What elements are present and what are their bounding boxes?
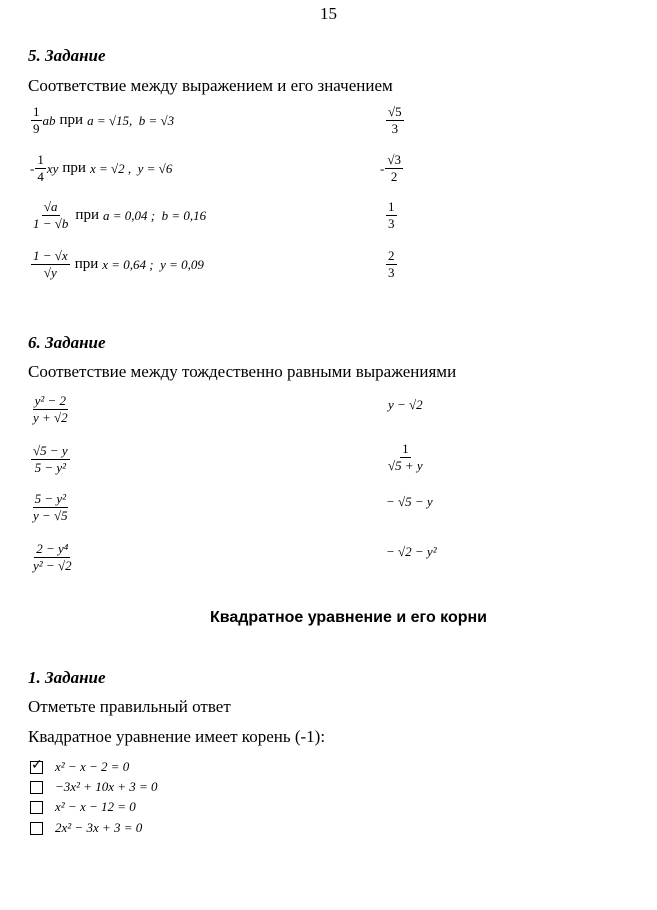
coef-numerator: 1 [33,104,40,119]
task6-left-expression-3 [30,492,71,522]
answer-option-4[interactable] [30,820,142,836]
page-number: 15 [320,4,337,23]
fraction-numerator: y² − 2 [34,393,67,408]
condition-1: x = 0,64 ; [102,256,154,272]
task6-right-expression-2 [385,442,426,472]
task5-row4-value [385,249,398,279]
answer-option-1[interactable] [30,759,129,775]
fraction-denominator: y + √2 [33,409,68,425]
task5-row1-value [385,105,405,135]
word-pri: при [74,255,99,272]
answer-option-2[interactable] [30,779,158,795]
fraction-denominator: √5 + y [388,457,423,473]
task6-instruction: Соответствие между тождественно равными выражениями [28,362,457,381]
fraction-numerator: √5 − y [33,443,68,458]
task6-left-expression-4 [30,542,75,572]
task5-title: 5. Задание [28,46,106,65]
condition-2: b = √3 [138,112,175,128]
coef-denominator: 4 [37,168,44,184]
vars: xy [46,160,59,176]
fraction-numerator: 5 − y² [34,491,67,506]
answer-option-3[interactable] [30,799,136,815]
fraction-numerator: 2 − y⁴ [36,541,69,556]
task5-row3-expression [30,200,206,230]
value-denominator: 3 [388,215,395,231]
word-pri: при [59,111,84,128]
task1-instruction: Отметьте правильный ответ [28,697,231,716]
option-label: 2x² − 3x + 3 = 0 [55,820,143,835]
value-numerator: √3 [387,152,401,167]
fraction-numerator: 1 [402,441,409,456]
task6-right-expression-4: − √2 − y² [386,544,437,559]
value-denominator: 2 [390,168,398,184]
word-pri: при [75,206,99,223]
task6-title: 6. Задание [28,333,106,352]
fraction-numerator: 1 − √x [33,248,68,263]
task5-row1-expression [30,105,174,135]
value-numerator: 1 [388,199,395,214]
fraction-denominator: y − √5 [33,507,68,523]
condition-1: a = 0,04 ; [102,207,156,223]
value-numerator: 2 [388,248,395,263]
task6-right-expression-3: − √5 − y [386,494,433,509]
task6-left-expression-1 [30,394,71,424]
task6-right-expression-1: y − √2 [388,397,423,412]
task5-row4-expression [30,249,204,279]
coef-denominator: 9 [33,120,40,136]
coef-numerator: 1 [37,152,44,167]
task6-left-expression-2 [30,444,71,474]
condition-2: y = √6 [137,160,173,176]
task5-row2-value [380,153,404,183]
option-label: x² − x − 2 = 0 [55,759,130,774]
value-numerator: √5 [388,104,402,119]
word-pri: при [62,159,86,176]
task1-title: 1. Задание [28,668,106,687]
option-label: −3x² + 10x + 3 = 0 [55,779,158,794]
fraction-numerator: √a [43,199,58,214]
option-label: x² − x − 12 = 0 [55,799,136,814]
option-checkbox[interactable] [30,801,43,814]
task5-row2-expression [30,153,172,183]
section-heading: Квадратное уравнение и его корни [209,609,488,626]
task1-question: Квадратное уравнение имеет корень (-1): [28,727,326,746]
value-sign: - [380,160,385,176]
task5-instruction: Соответствие между выражением и его значением [28,76,393,95]
sign: - [30,160,35,176]
fraction-denominator: 5 − y² [34,459,67,475]
fraction-denominator: y² − √2 [33,557,72,573]
value-denominator: 3 [391,120,399,136]
option-checkbox[interactable] [30,822,43,835]
condition-2: b = 0,16 [161,207,207,223]
value-denominator: 3 [388,264,395,280]
fraction-denominator: 1 − √b [33,215,69,231]
vars: ab [42,112,56,128]
option-checkbox[interactable] [30,761,43,774]
option-checkbox[interactable] [30,781,43,794]
fraction-denominator: √y [43,264,57,280]
condition-2: y = 0,09 [160,256,204,272]
task5-row3-value [385,200,398,230]
condition-1: a = √15, [87,112,133,128]
condition-1: x = √2 , [89,160,132,176]
